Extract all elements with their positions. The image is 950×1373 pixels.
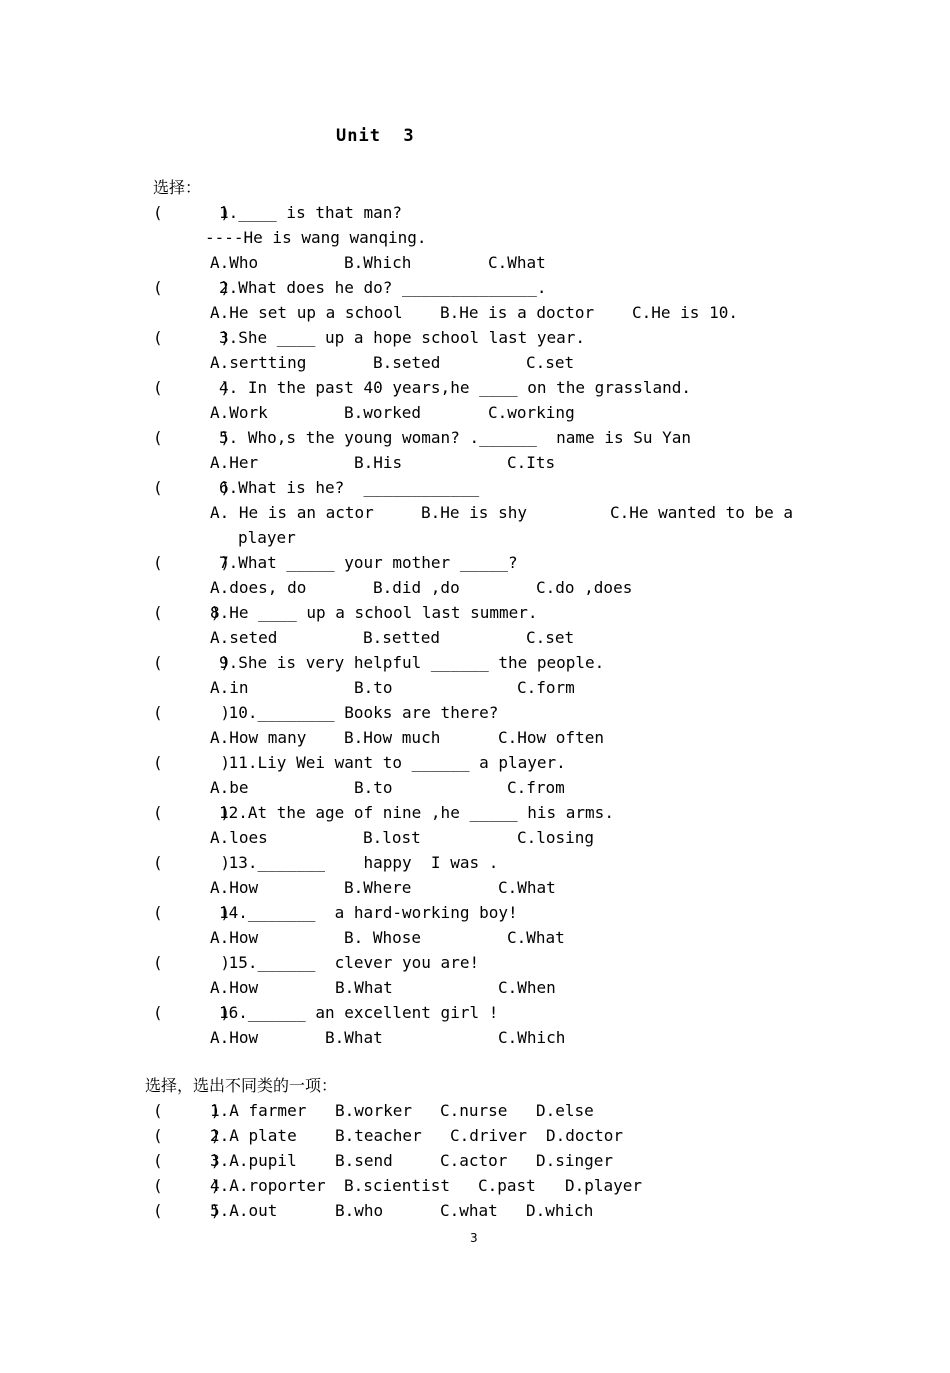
option-c: C.past <box>478 1176 536 1195</box>
option-b: B.to <box>354 778 393 797</box>
answer-bracket: ( ) <box>153 1201 221 1220</box>
option-a: A. He is an actor <box>210 503 374 522</box>
option-a: 3.A.pupil <box>210 1151 297 1170</box>
question-11-options <box>0 775 950 800</box>
option-a: A.loes <box>210 828 268 847</box>
answer-bracket: ( ) <box>153 553 231 572</box>
question-9 <box>0 650 950 675</box>
option-a: 2.A plate <box>210 1126 297 1145</box>
question-5 <box>0 425 950 450</box>
question-15-options <box>0 975 950 1000</box>
option-c: C.What <box>488 253 546 272</box>
answer-bracket: ( ) <box>153 428 231 447</box>
option-a: A.How many <box>210 728 307 747</box>
option-a: A.He set up a school <box>210 303 403 322</box>
question-2-options <box>0 300 950 325</box>
option-a: A.sertting <box>210 353 307 372</box>
question-2 <box>0 275 950 300</box>
question-13-options <box>0 875 950 900</box>
question-10 <box>0 700 950 725</box>
section1-heading: 选择： <box>153 178 202 197</box>
option-b: B.lost <box>363 828 421 847</box>
question-12-options <box>0 825 950 850</box>
option-c: C.Its <box>507 453 556 472</box>
option-d: D.singer <box>536 1151 614 1170</box>
question-11 <box>0 750 950 775</box>
question-text: 12.At the age of nine ,he _____ his arms. <box>219 803 614 822</box>
question-text: 10.________ Books are there? <box>219 703 499 722</box>
question-7 <box>0 550 950 575</box>
question-3-options <box>0 350 950 375</box>
option-d: D.which <box>526 1201 594 1220</box>
answer-bracket: ( ) <box>153 753 231 772</box>
question-text: 1.____ is that man? <box>219 203 403 222</box>
answer-bracket: ( ) <box>153 953 231 972</box>
option-a: A.How <box>210 978 259 997</box>
option-a: 1.A farmer <box>210 1101 307 1120</box>
question-3 <box>0 325 950 350</box>
option-a: A.How <box>210 878 259 897</box>
question-text: 13._______ happy I was . <box>219 853 499 872</box>
question-text: 11.Liy Wei want to ______ a player. <box>219 753 566 772</box>
answer-bracket: ( ) <box>153 803 231 822</box>
option-b: B.setted <box>363 628 441 647</box>
option-a: A.Work <box>210 403 268 422</box>
question-15 <box>0 950 950 975</box>
option-c: C.set <box>526 628 575 647</box>
option-b: B.What <box>335 978 393 997</box>
option-b: B.What <box>325 1028 383 1047</box>
question-14 <box>0 900 950 925</box>
option-b: B.teacher <box>335 1126 422 1145</box>
option-a: A.be <box>210 778 249 797</box>
option-a: A.seted <box>210 628 278 647</box>
option-c: C.what <box>440 1201 498 1220</box>
option-c: C.driver <box>450 1126 528 1145</box>
option-a: A.Her <box>210 453 259 472</box>
answer-bracket: ( ) <box>153 703 231 722</box>
option-d: D.else <box>536 1101 594 1120</box>
option-a: A.How <box>210 928 259 947</box>
question-4-options <box>0 400 950 425</box>
option-b: B.scientist <box>344 1176 450 1195</box>
option-d: D.doctor <box>546 1126 624 1145</box>
option-c: C.do ,does <box>536 578 633 597</box>
answer-bracket: ( ) <box>153 278 231 297</box>
answer-bracket: ( ) <box>153 653 231 672</box>
option-b: B.How much <box>344 728 441 747</box>
option-c-continued: player <box>238 528 296 547</box>
answer-bracket: ( ) <box>153 1176 221 1195</box>
option-b: B.who <box>335 1201 384 1220</box>
option-b: B.to <box>354 678 393 697</box>
question-text: 4. In the past 40 years,he ____ on the grassland. <box>219 378 692 397</box>
option-b: B.did ,do <box>373 578 460 597</box>
page-title: Unit 3 <box>336 126 415 146</box>
question-text: 2.What does he do? ______________. <box>219 278 547 297</box>
option-b: B.worked <box>344 403 422 422</box>
option-c: C.from <box>507 778 565 797</box>
classify-question-1 <box>0 1098 950 1123</box>
question-text: 3.She ____ up a hope school last year. <box>219 328 586 347</box>
question-12 <box>0 800 950 825</box>
option-c: C.What <box>507 928 565 947</box>
question-16-options <box>0 1025 950 1050</box>
answer-bracket: ( ) <box>153 1101 221 1120</box>
question-text: 15.______ clever you are! <box>219 953 480 972</box>
question-text: 6.What is he? ____________ <box>219 478 480 497</box>
option-a: 5.A.out <box>210 1201 278 1220</box>
option-d: D.player <box>565 1176 643 1195</box>
question-14-options <box>0 925 950 950</box>
option-c: C.He is 10. <box>632 303 738 322</box>
option-a: 4.A.roporter <box>210 1176 326 1195</box>
option-c: C.How often <box>498 728 604 747</box>
question-8 <box>0 600 950 625</box>
answer-bracket: ( ) <box>153 1003 231 1022</box>
option-c: C.losing <box>517 828 595 847</box>
option-c: C.Which <box>498 1028 566 1047</box>
option-b: B. Whose <box>344 928 422 947</box>
option-a: A.does, do <box>210 578 307 597</box>
answer-bracket: ( ) <box>153 903 231 922</box>
answer-bracket: ( ) <box>153 478 231 497</box>
option-b: B.His <box>354 453 403 472</box>
classify-question-4 <box>0 1173 950 1198</box>
option-b: B.Which <box>344 253 412 272</box>
option-c: C.He wanted to be a <box>610 503 794 522</box>
question-text: 8.He ____ up a school last summer. <box>210 603 538 622</box>
question-text: 5. Who,s the young woman? .______ name is Su Yan <box>219 428 692 447</box>
option-c: C.set <box>526 353 575 372</box>
option-c: C.working <box>488 403 575 422</box>
question-text: 14._______ a hard-working boy! <box>219 903 518 922</box>
option-c: C.When <box>498 978 556 997</box>
question-6-options-cont <box>0 525 950 550</box>
question-6 <box>0 475 950 500</box>
answer-bracket: ( ) <box>153 603 221 622</box>
option-c: C.nurse <box>440 1101 508 1120</box>
question-text: 7.What _____ your mother _____? <box>219 553 518 572</box>
page-number: 3 <box>470 1231 478 1245</box>
option-b: B.He is a doctor <box>440 303 595 322</box>
option-c: C.form <box>517 678 575 697</box>
question-5-options <box>0 450 950 475</box>
question-10-options <box>0 725 950 750</box>
option-b: B.worker <box>335 1101 413 1120</box>
question-text: 16.______ an excellent girl ! <box>219 1003 499 1022</box>
answer-bracket: ( ) <box>153 853 231 872</box>
option-c: C.What <box>498 878 556 897</box>
option-a: A.How <box>210 1028 259 1047</box>
question-1-options <box>0 250 950 275</box>
answer-bracket: ( ) <box>153 1151 221 1170</box>
question-4 <box>0 375 950 400</box>
answer-bracket: ( ) <box>153 378 231 397</box>
option-b: B.seted <box>373 353 441 372</box>
question-1-reply <box>0 225 950 250</box>
question-1 <box>0 200 950 225</box>
classify-question-2 <box>0 1123 950 1148</box>
question-9-options <box>0 675 950 700</box>
option-a: A.in <box>210 678 249 697</box>
section2-heading: 选择，选出不同类的一项： <box>145 1076 338 1095</box>
option-b: B.send <box>335 1151 393 1170</box>
question-text: 9.She is very helpful ______ the people. <box>219 653 605 672</box>
question-16 <box>0 1000 950 1025</box>
classify-question-3 <box>0 1148 950 1173</box>
question-6-options <box>0 500 950 525</box>
option-b: B.Where <box>344 878 412 897</box>
option-c: C.actor <box>440 1151 508 1170</box>
question-subtext: ----He is wang wanqing. <box>205 228 427 247</box>
option-b: B.He is shy <box>421 503 527 522</box>
classify-question-5 <box>0 1198 950 1223</box>
answer-bracket: ( ) <box>153 1126 221 1145</box>
question-7-options <box>0 575 950 600</box>
option-a: A.Who <box>210 253 259 272</box>
answer-bracket: ( ) <box>153 203 231 222</box>
question-13 <box>0 850 950 875</box>
question-8-options <box>0 625 950 650</box>
answer-bracket: ( ) <box>153 328 231 347</box>
